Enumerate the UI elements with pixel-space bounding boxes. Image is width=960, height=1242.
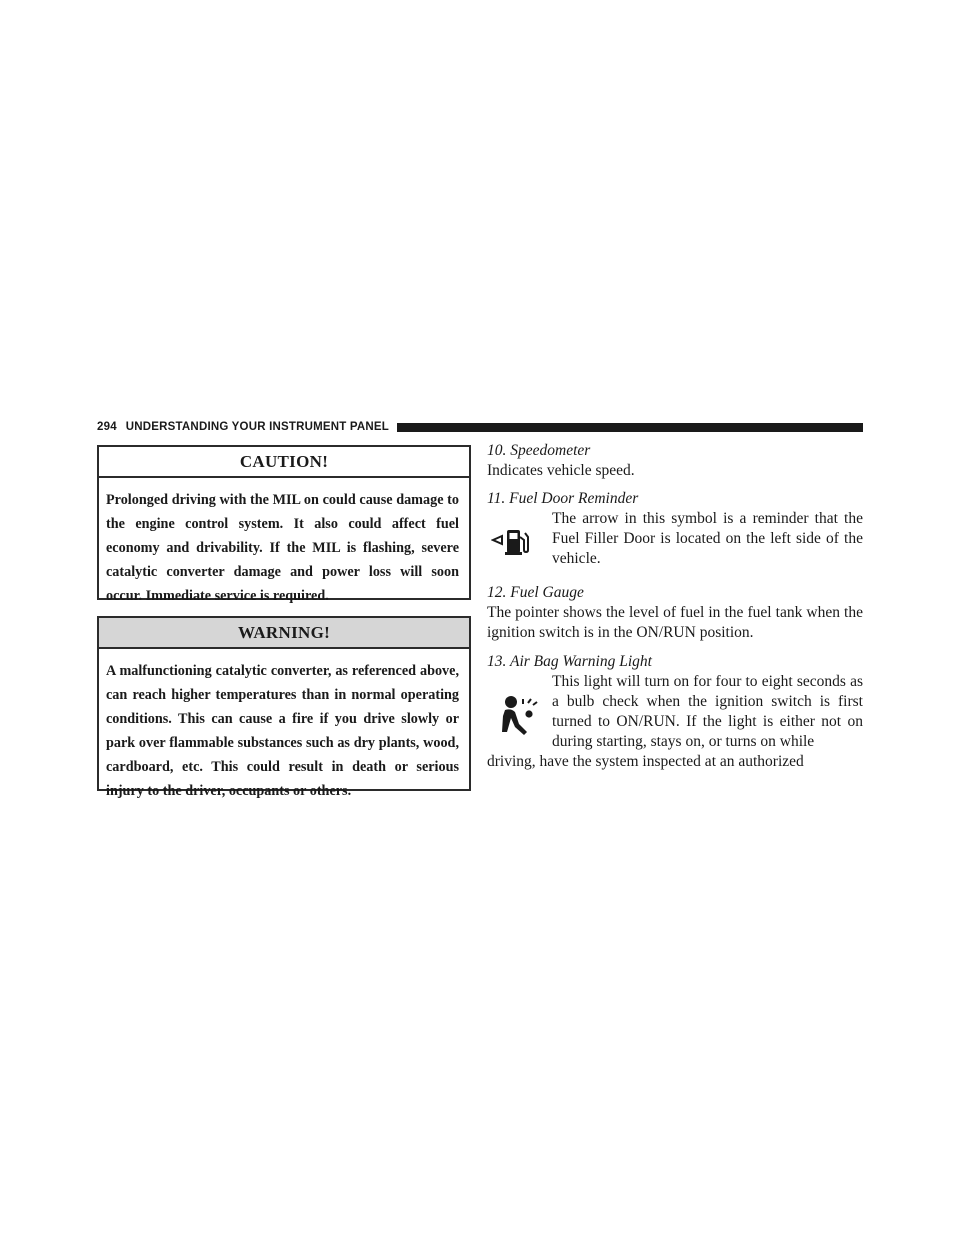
air-bag-icon <box>499 694 539 744</box>
fuel-door-section <box>487 489 863 569</box>
air-bag-text-continued: driving, have the system inspected at an authorized <box>487 753 804 770</box>
warning-title: WARNING! <box>99 618 469 649</box>
fuel-door-icon <box>491 523 531 563</box>
caution-title: CAUTION! <box>99 447 469 478</box>
fuel-door-text: The arrow in this symbol is a reminder that the Fuel Filler Door is located on the left side of the vehicle. <box>552 510 863 567</box>
caution-box <box>97 445 471 604</box>
caution-body: Prolonged driving with the MIL on could cause damage to the engine control system. It also could affect fuel economy and drivability. If the MIL is flashing, severe catalytic converter damage and power loss will soon occur. Immediate service is required. <box>106 492 459 604</box>
section-title: UNDERSTANDING YOUR INSTRUMENT PANEL <box>125 421 389 433</box>
speedometer-heading: 10. Speedometer <box>487 442 591 459</box>
warning-box <box>97 616 471 799</box>
air-bag-heading: 13. Air Bag Warning Light <box>487 653 652 670</box>
air-bag-text: This light will turn on for four to eight seconds as a bulb check when the ignition switch is first turned to ON/RUN. If the light is either not on during starting, stays on, or turns on while <box>552 673 863 750</box>
fuel-gauge-section <box>487 583 863 643</box>
fuel-gauge-heading: 12. Fuel Gauge <box>487 584 584 601</box>
warning-body: A malfunctioning catalytic converter, as referenced above, can reach higher temperatures than in normal operating conditions. This can cause a fire if you drive slowly or park over flammable substances such as dry plants, wood, cardboard, etc. This could result in death or serious injury to the driver, occupants or others. <box>106 663 459 799</box>
page-number: 294 <box>97 421 117 433</box>
speedometer-section <box>487 441 863 481</box>
air-bag-section <box>487 652 863 772</box>
page-header <box>97 418 863 436</box>
speedometer-text: Indicates vehicle speed. <box>487 462 635 479</box>
fuel-gauge-text: The pointer shows the level of fuel in the fuel tank when the ignition switch is in the ON/RUN position. <box>487 604 863 641</box>
fuel-door-heading: 11. Fuel Door Reminder <box>487 490 639 507</box>
header-rule <box>397 423 863 432</box>
